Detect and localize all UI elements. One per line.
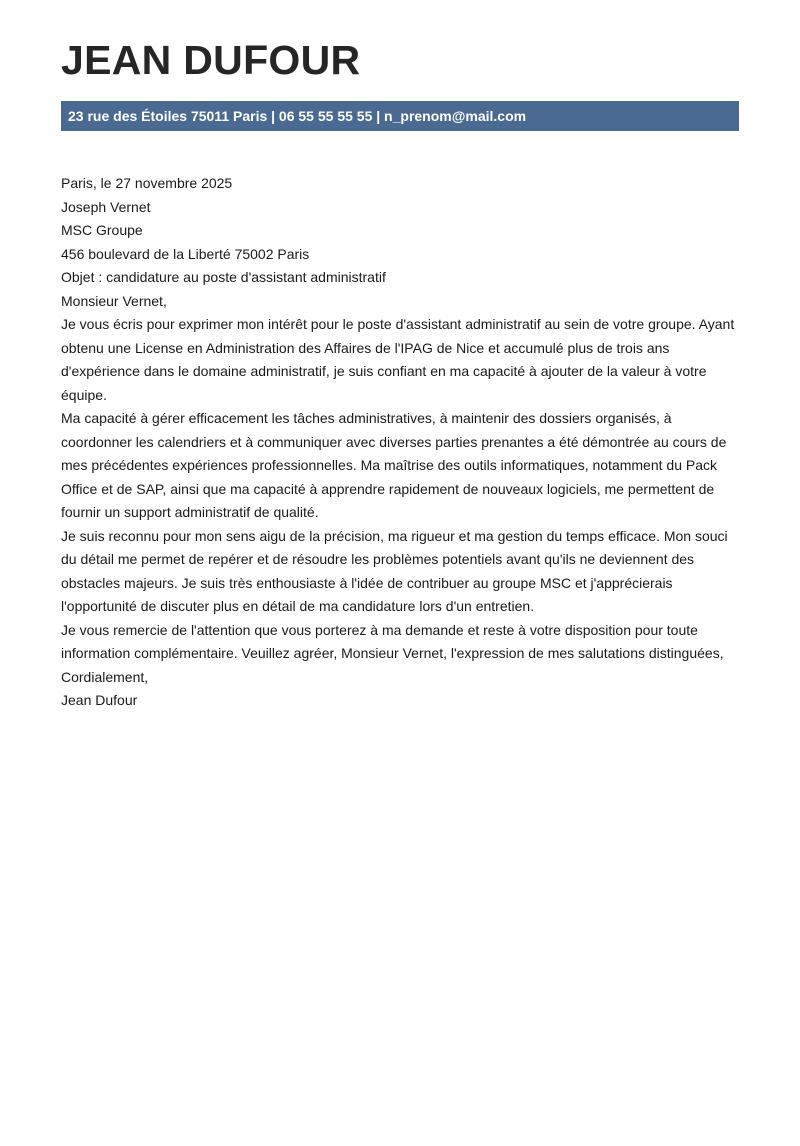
- letter-subject: Objet : candidature au poste d'assistant administratif: [61, 269, 386, 285]
- letter-body: [61, 172, 741, 713]
- recipient-name: Joseph Vernet: [61, 198, 151, 215]
- letter-signature: Jean Dufour: [61, 692, 138, 708]
- letter-paragraph-1: Je vous écris pour exprimer mon intérêt pour le poste d'assistant administratif au sein de votre groupe. Ayant obtenu une License en Administration des Affaires de l'IPAG de Nice et accumulé plus de trois ans d'expérience dans le domaine administratif, je suis confiant en ma capacité à ajouter de la valeur à votre équipe.: [61, 316, 735, 403]
- letter-paragraph-3: Je suis reconnu pour mon sens aigu de la précision, ma rigueur et ma gestion du temps efficace. Mon souci du détail me permet de repérer et de résoudre les problèmes potentiels avant qu'ils ne deviennent des obstacles majeurs. Je suis très enthousiaste à l'idée de contribuer au groupe MSC et j'apprécierais l'opportunité de discuter plus en détail de ma candidature lors d'un entretien.: [61, 527, 728, 614]
- letter-date: Paris, le 27 novembre 2025: [61, 175, 233, 191]
- recipient-company: MSC Groupe: [61, 222, 143, 238]
- letter-closing: Cordialement,: [61, 668, 149, 685]
- letter-paragraph-4: Je vous remercie de l'attention que vous porterez à ma demande et reste à votre disposition pour toute information complémentaire. Veuillez agréer, Monsieur Vernet, l'expression de mes salutations distinguées,: [61, 621, 724, 661]
- sender-name: JEAN DUFOUR: [61, 37, 361, 83]
- letter-salutation: Monsieur Vernet,: [61, 292, 167, 309]
- contact-bar: 23 rue des Étoiles 75011 Paris | 06 55 55 55 55 | n_prenom@mail.com: [61, 101, 739, 131]
- letter-paragraph-2: Ma capacité à gérer efficacement les tâches administratives, à maintenir des dossiers organisés, à coordonner les calendriers et à communiquer avec diverses parties prenantes a été démontrée au cours de mes précédentes expériences professionnelles. Ma maîtrise des outils informatiques, notamment du Pack Office et de SAP, ainsi que ma capacité à apprendre rapidement de nouveaux logiciels, me permettent de fournir un support administratif de qualité.: [61, 410, 727, 520]
- recipient-address: 456 boulevard de la Liberté 75002 Paris: [61, 245, 310, 262]
- recipient-block: [61, 196, 741, 267]
